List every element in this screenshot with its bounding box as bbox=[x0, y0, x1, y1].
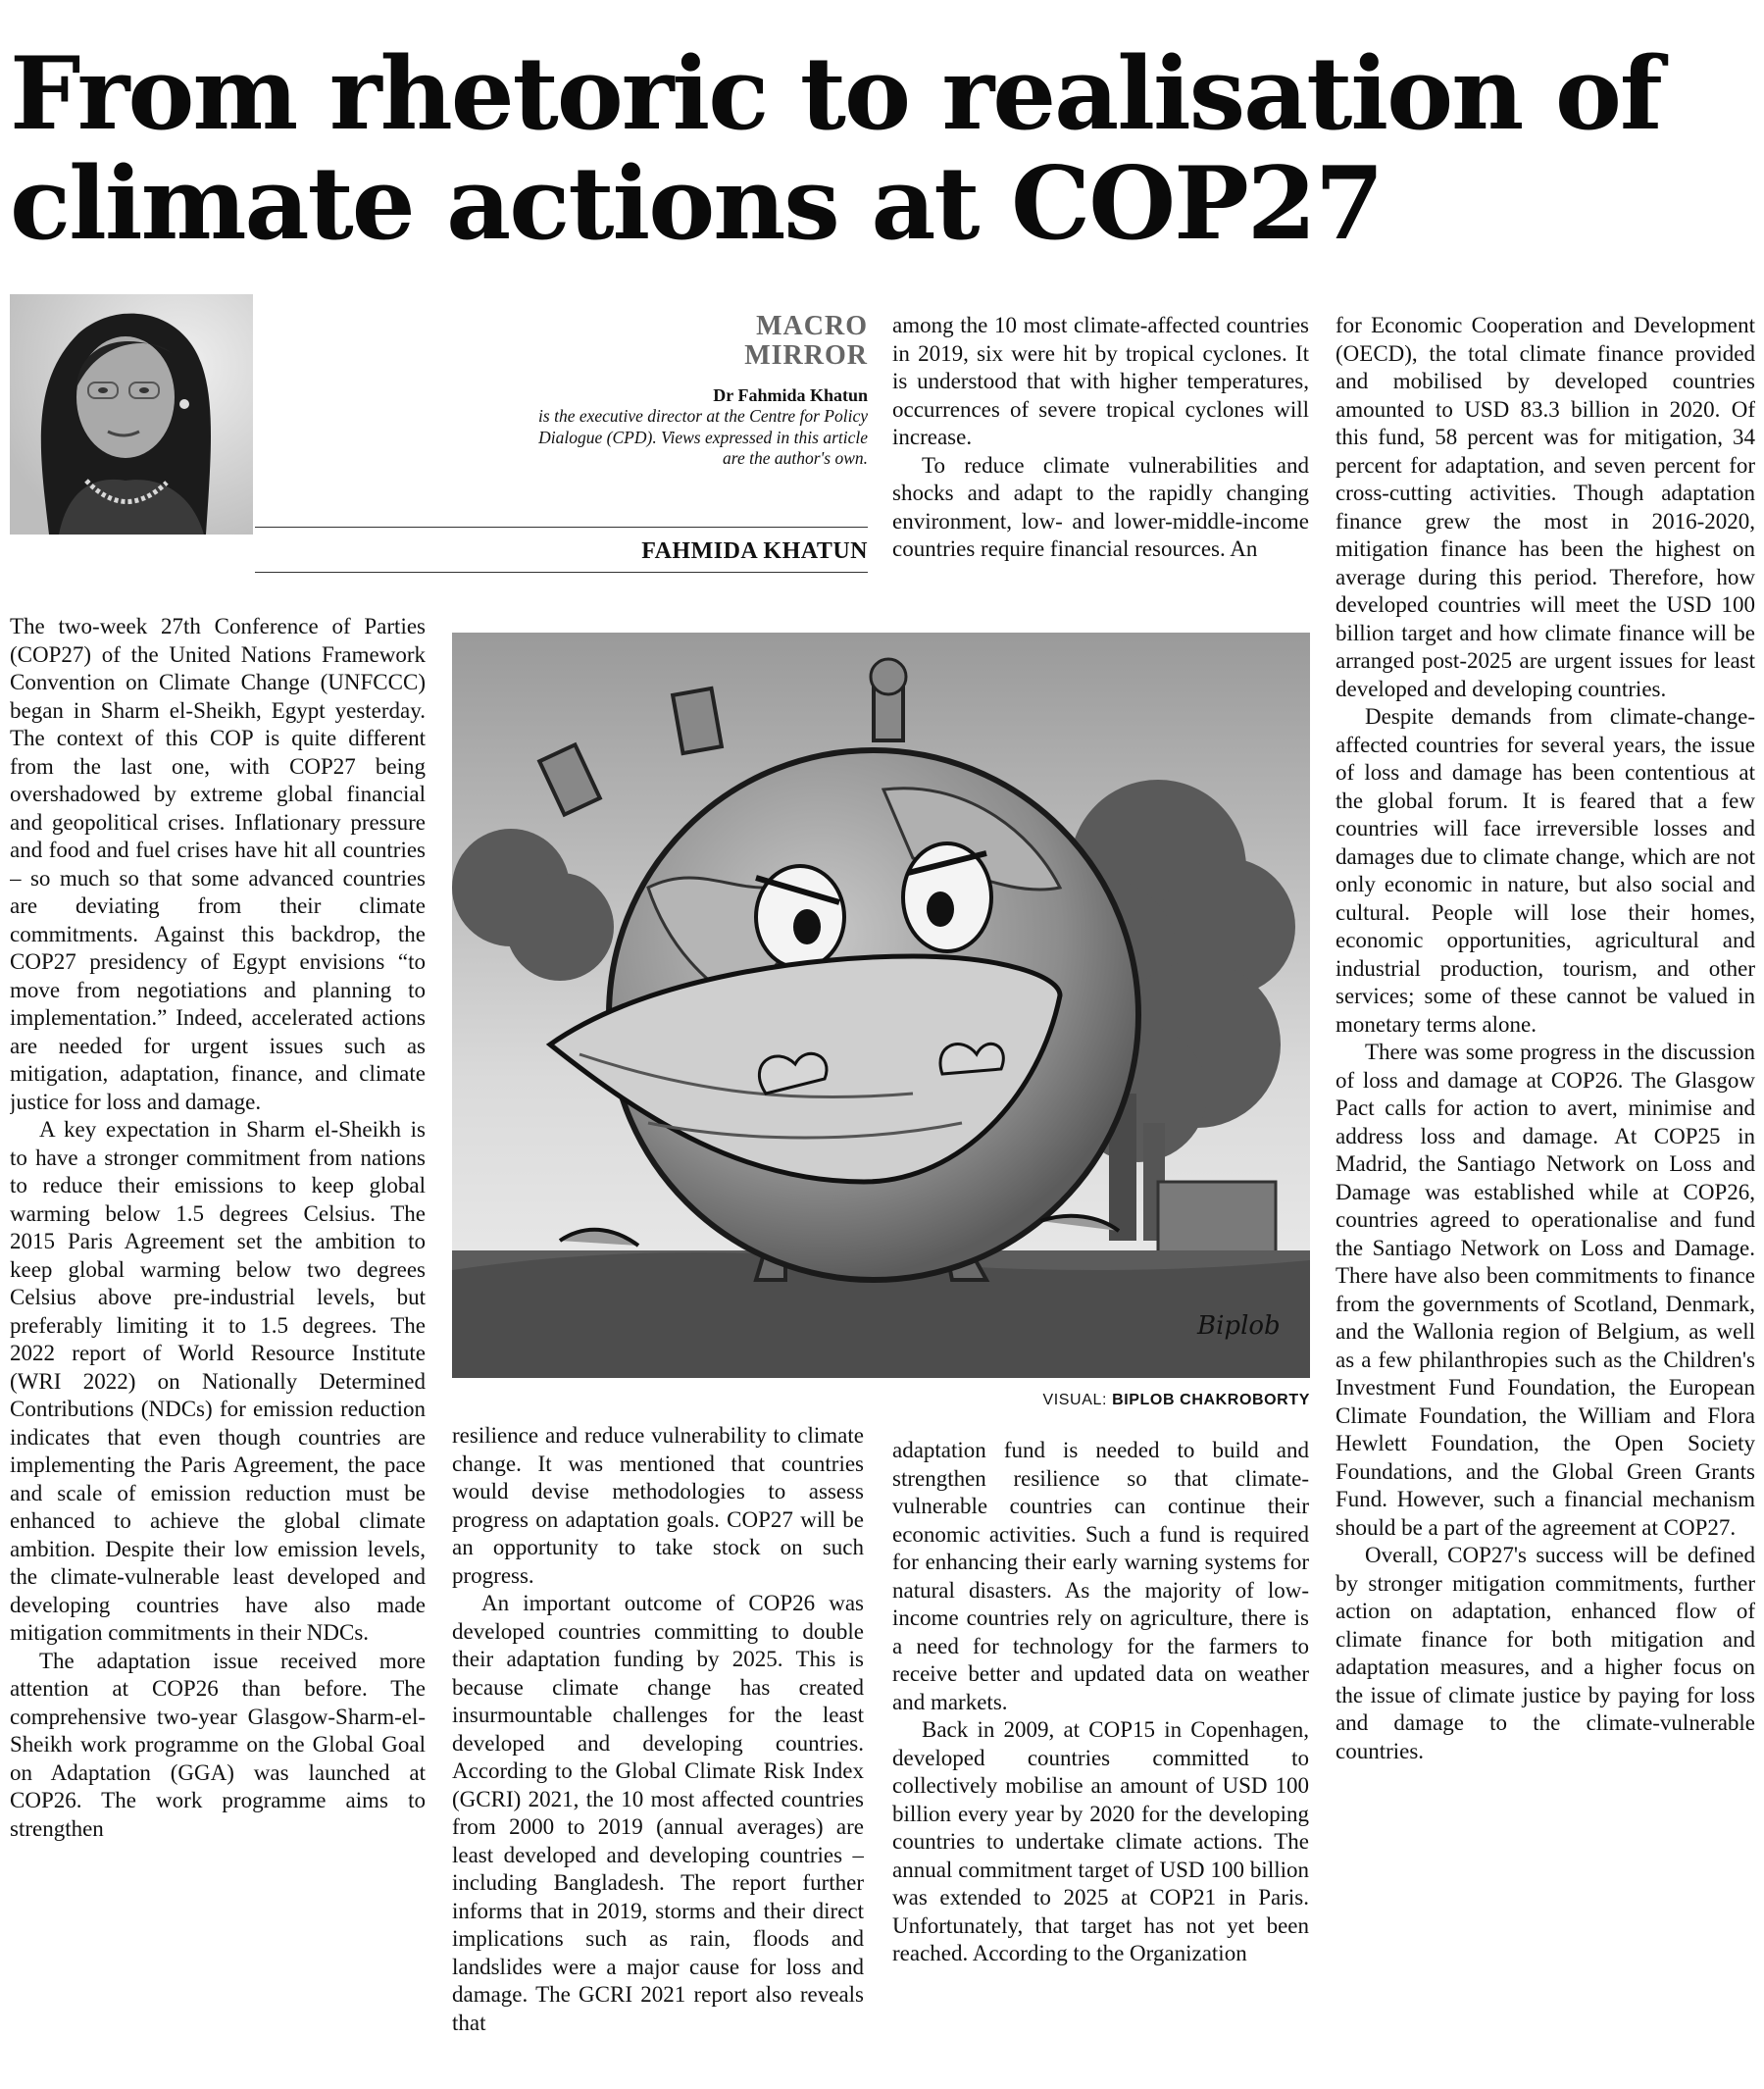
paragraph: The adaptation issue received more attention at COP26 than before. The comprehensive two-year Glasgow-Sharm-el-Sheikh work programme on the Global Goal on Adaptation (GGA) was launched at COP26. The work programme aims to strengthen bbox=[10, 1648, 426, 1841]
illustration-credit bbox=[981, 1392, 1310, 1409]
paragraph: Despite demands from climate-change-affected countries for several years, the issue of loss and damage has been contentious at the global forum. It is feared that a few countries will face irreversible losses and damages due to climate change, which are not only economic in nature, but also social and cultural. People will lose their homes, economic opportunities, agricultural and industrial production, tourism, and other services; some of these cannot be valued in monetary terms alone. bbox=[1336, 704, 1755, 1037]
paragraph: adaptation fund is needed to build and strengthen resilience so that climate-vulnerable countries can continue their economic activities. Such a fund is required for enhancing their early warning systems for natural disasters. As the majority of low-income countries rely on agriculture, there is a need for technology for the farmers to receive better and updated data on weather and markets. bbox=[892, 1438, 1309, 1714]
artist-signature: Biplob bbox=[1197, 1311, 1281, 1341]
author-bio: is the executive director at the Centre for Policy Dialogue (CPD). Views expressed in this article are the author's own. bbox=[538, 406, 868, 468]
article-column-4 bbox=[1336, 312, 1755, 2085]
column-name-line2: MIRROR bbox=[744, 340, 868, 371]
paragraph: Overall, COP27's success will be defined by stronger mitigation commitments, further action on adaptation, enhanced flow of climate finance for both mitigation and adaptation measures, and a higher focus on the issue of climate justice by paying for loss and damage to the climate-vulnerable countries. bbox=[1336, 1543, 1755, 1763]
article-column-2 bbox=[452, 1422, 864, 2085]
credit-name: BIPLOB CHAKROBORTY bbox=[1112, 1392, 1310, 1408]
article-column-1 bbox=[10, 613, 426, 2084]
article-column-3-top bbox=[892, 312, 1309, 598]
byline-bottom-rule bbox=[255, 572, 868, 573]
paragraph: Back in 2009, at COP15 in Copenhagen, developed countries committed to collectively mobilise an amount of USD 100 billion every year by 2020 for the developing countries to undertake climate actions. The annual commitment target of USD 100 billion was extended to 2025 at COP21 in Paris. Unfortunately, that target has not yet been reached. According to the Organization bbox=[892, 1717, 1309, 1965]
paragraph: resilience and reduce vulnerability to climate change. It was mentioned that countries would devise methodologies to assess progress on adaptation goals. COP27 will be an opportunity to take stock on such progress. bbox=[452, 1423, 864, 1588]
author-name: FAHMIDA KHATUN bbox=[641, 538, 868, 564]
author-bio-name: Dr Fahmida Khatun bbox=[713, 385, 868, 405]
byline-block bbox=[529, 312, 868, 470]
paragraph: The two-week 27th Conference of Parties (COP27) of the United Nations Framework Convention on Climate Change (UNFCCC) began in Sharm el-Sheikh, Egypt yesterday. The context of this COP is quite different from the last one, with COP27 being overshadowed by extreme global financial and geopolitical crises. Inflationary pressure and food and fuel crises have hit all countries – so much so that some advanced countries are deviating from their climate commitments. Against this backdrop, the COP27 presidency of Egypt envisions “to move from negotiations and planning to implementation.” Indeed, accelerated actions are needed for urgent issues such as mitigation, adaptation, finance, and climate justice for loss and damage. bbox=[10, 614, 426, 1114]
paragraph: An important outcome of COP26 was developed countries committing to double their adaptation funding by 2025. This is because climate change has created insurmountable challenges for the least developed and developing countries. According to the Global Climate Risk Index (GCRI) 2021, the 10 most affected countries from 2000 to 2019 (annual averages) are least developed and developing countries – including Bangladesh. The report further informs that in 2019, storms and their direct implications such as rain, floods and landslides were a major cause for loss and damage. The GCRI 2021 report also reveals that bbox=[452, 1591, 864, 2035]
byline-top-rule bbox=[255, 527, 868, 528]
author-photo bbox=[10, 294, 253, 535]
paragraph: A key expectation in Sharm el-Sheikh is to have a stronger commitment from nations to reduce their emissions to keep global warming below 1.5 degrees Celsius. The 2015 Paris Agreement set the ambition to keep global warming below two degrees Celsius above pre-industrial levels, but preferably limiting it to 1.5 degrees. The 2022 report of World Resource Institute (WRI 2022) on Nationally Determined Contributions (NDCs) for emission reduction indicates that even though countries are implementing the Paris Agreement, the pace and scale of emission reduction must be enhanced to achieve the global climate ambition. Despite their low emission levels, the climate-vulnerable least developed and developing countries have also made mitigation commitments in their NDCs. bbox=[10, 1117, 426, 1645]
paragraph: for Economic Cooperation and Development (OECD), the total climate finance provided and mobilised by developed countries amounted to USD 83.3 billion in 2020. Of this fund, 58 percent was for mitigation, 34 percent for adaptation, and seven percent for cross-cutting activities. Though adaptation finance grew the most in 2016-2020, mitigation finance has been the highest on average during this period. Therefore, how developed countries will meet the USD 100 billion target and how climate finance will be arranged post-2025 are urgent issues for least developed and developing countries. bbox=[1336, 313, 1755, 701]
paragraph: There was some progress in the discussion of loss and damage at COP26. The Glasgow Pact calls for action to avert, minimise and address loss and damage. At COP25 in Madrid, the Santiago Network on Loss and Damage was established while at COP26, countries agreed to operationalise and fund the Santiago Network on Loss and Damage. There have also been commitments to finance from the governments of Scotland, Denmark, and the Wallonia region of Belgium, as well as a few philanthropies such as the Children's Investment Fund Foundation, the European Climate Foundation, the William and Flora Hewlett Foundation, the Open Society Foundations, and the Global Green Grants Fund. However, such a financial mechanism should be a part of the agreement at COP27. bbox=[1336, 1040, 1755, 1540]
headline: From rhetoric to realisation of climate actions at COP27 bbox=[10, 35, 1661, 263]
credit-label: VISUAL: bbox=[1042, 1392, 1113, 1408]
paragraph: To reduce climate vulnerabilities and shocks and adapt to the rapidly changing environment, low- and lower-middle-income countries require financial resources. An bbox=[892, 452, 1309, 561]
cartoon-illustration bbox=[452, 633, 1310, 1378]
article-column-3-bottom bbox=[892, 1437, 1309, 2085]
paragraph: among the 10 most climate-affected countries in 2019, six were hit by tropical cyclones. It is understood that with higher temperatures, occurrences of severe tropical cyclones will increase. bbox=[892, 313, 1309, 449]
column-name-line1: MACRO bbox=[756, 311, 868, 341]
